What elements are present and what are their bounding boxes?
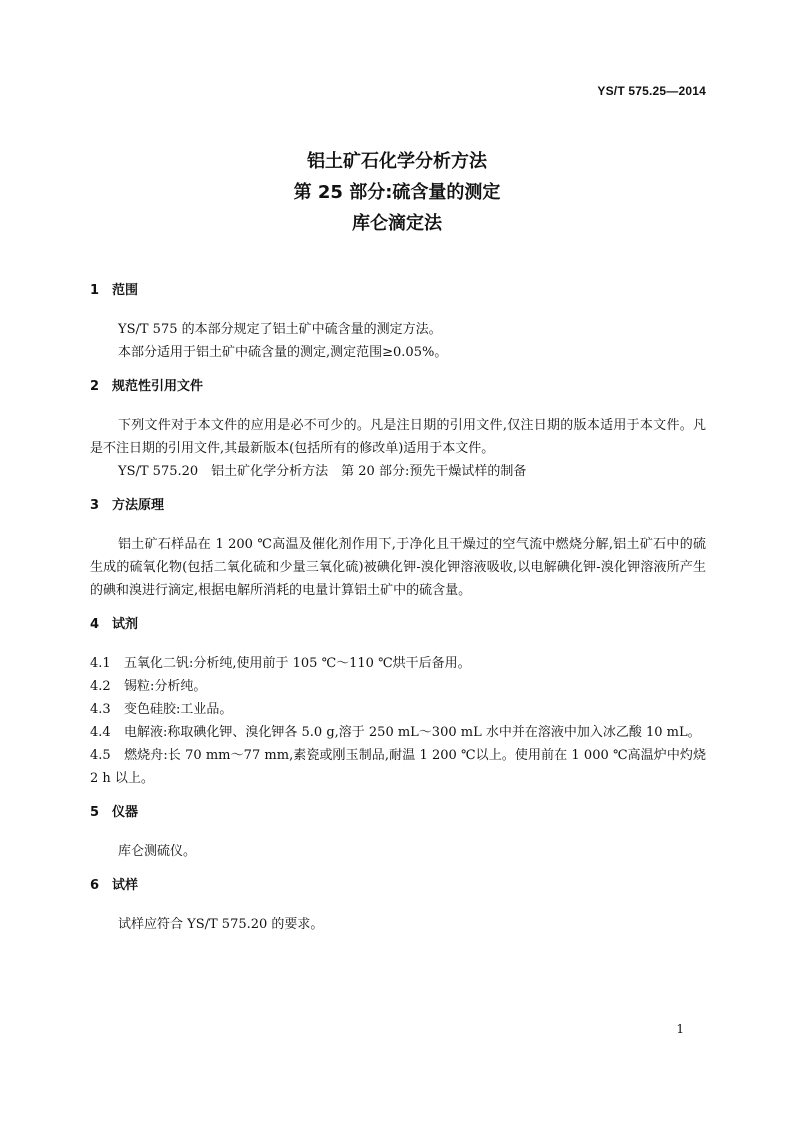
- item-text: 变色硅胶:工业品。: [124, 702, 233, 717]
- list-item: [90, 744, 706, 790]
- list-item: [90, 721, 706, 744]
- page-number: 1: [676, 1022, 684, 1036]
- reference-entry: YS/T 575.20 铝土矿化学分析方法 第 20 部分:预先干燥试样的制备: [118, 464, 527, 479]
- section-title: 仪器: [112, 805, 139, 820]
- paragraph: 库仑测硫仪。: [118, 844, 197, 859]
- document-title: [0, 146, 794, 239]
- paragraph: 本部分适用于铝土矿中硫含量的测定,测定范围≥0.05%。: [118, 345, 448, 360]
- list-item: [90, 675, 706, 698]
- paragraph: YS/T 575 的本部分规定了铝土矿中硫含量的测定方法。: [118, 322, 442, 337]
- item-number: 4.4: [90, 725, 111, 740]
- item-text: 燃烧舟:长 70 mm～77 mm,素瓷或刚玉制品,耐温 1 200 ℃以上。使用前在 1 000 ℃高温炉中灼烧 2 h 以上。: [90, 748, 706, 786]
- item-number: 4.2: [90, 679, 111, 694]
- title-line-1: 铝土矿石化学分析方法: [307, 151, 487, 172]
- section-title: 试剂: [112, 617, 139, 632]
- paragraph: 铝土矿石样品在 1 200 ℃高温及催化剂作用下,于净化且干燥过的空气流中燃烧分解,铝土矿石中的硫生成的硫氧化物(包括二氧化硫和少量三氧化硫)被碘化钾-溴化钾溶液吸收,以电解碘化钾-溴化钾溶液所产生的碘和溴进行滴定,根据电解所消耗的电量计算铝土矿中的硫含量。: [90, 537, 706, 598]
- standard-code: YS/T 575.25—2014: [597, 84, 706, 98]
- item-number: 4.3: [90, 702, 111, 717]
- section-title: 规范性引用文件: [112, 379, 204, 394]
- document-body: [90, 276, 706, 936]
- section-number: 5: [90, 805, 100, 820]
- paragraph: 试样应符合 YS/T 575.20 的要求。: [118, 917, 324, 932]
- title-line-2: 第 25 部分:硫含量的测定: [293, 182, 501, 203]
- section-title: 试样: [112, 878, 139, 893]
- section-number: 3: [90, 498, 100, 513]
- paragraph: 下列文件对于本文件的应用是必不可少的。凡是注日期的引用文件,仅注日期的版本适用于本文件。凡是不注日期的引用文件,其最新版本(包括所有的修改单)适用于本文件。: [90, 418, 706, 456]
- section-number: 6: [90, 878, 100, 893]
- section-title: 方法原理: [112, 498, 165, 513]
- section-heading-apparatus: [90, 798, 706, 828]
- section-number: 1: [90, 283, 100, 298]
- item-text: 五氧化二钒:分析纯,使用前于 105 ℃～110 ℃烘干后备用。: [124, 656, 471, 671]
- item-text: 电解液:称取碘化钾、溴化钾各 5.0 g,溶于 250 mL～300 mL 水中并在溶液中加入冰乙酸 10 mL。: [124, 725, 701, 740]
- section-number: 2: [90, 379, 100, 394]
- section-heading-reagents: [90, 610, 706, 640]
- section-heading-scope: [90, 276, 706, 306]
- item-text: 锡粒:分析纯。: [124, 679, 207, 694]
- item-number: 4.5: [90, 748, 111, 763]
- section-heading-principle: [90, 491, 706, 521]
- section-heading-references: [90, 372, 706, 402]
- item-number: 4.1: [90, 656, 111, 671]
- title-line-3: 库仑滴定法: [352, 213, 442, 234]
- section-heading-sample: [90, 871, 706, 901]
- section-number: 4: [90, 617, 100, 632]
- list-item: [90, 652, 706, 675]
- list-item: [90, 698, 706, 721]
- section-title: 范围: [112, 283, 139, 298]
